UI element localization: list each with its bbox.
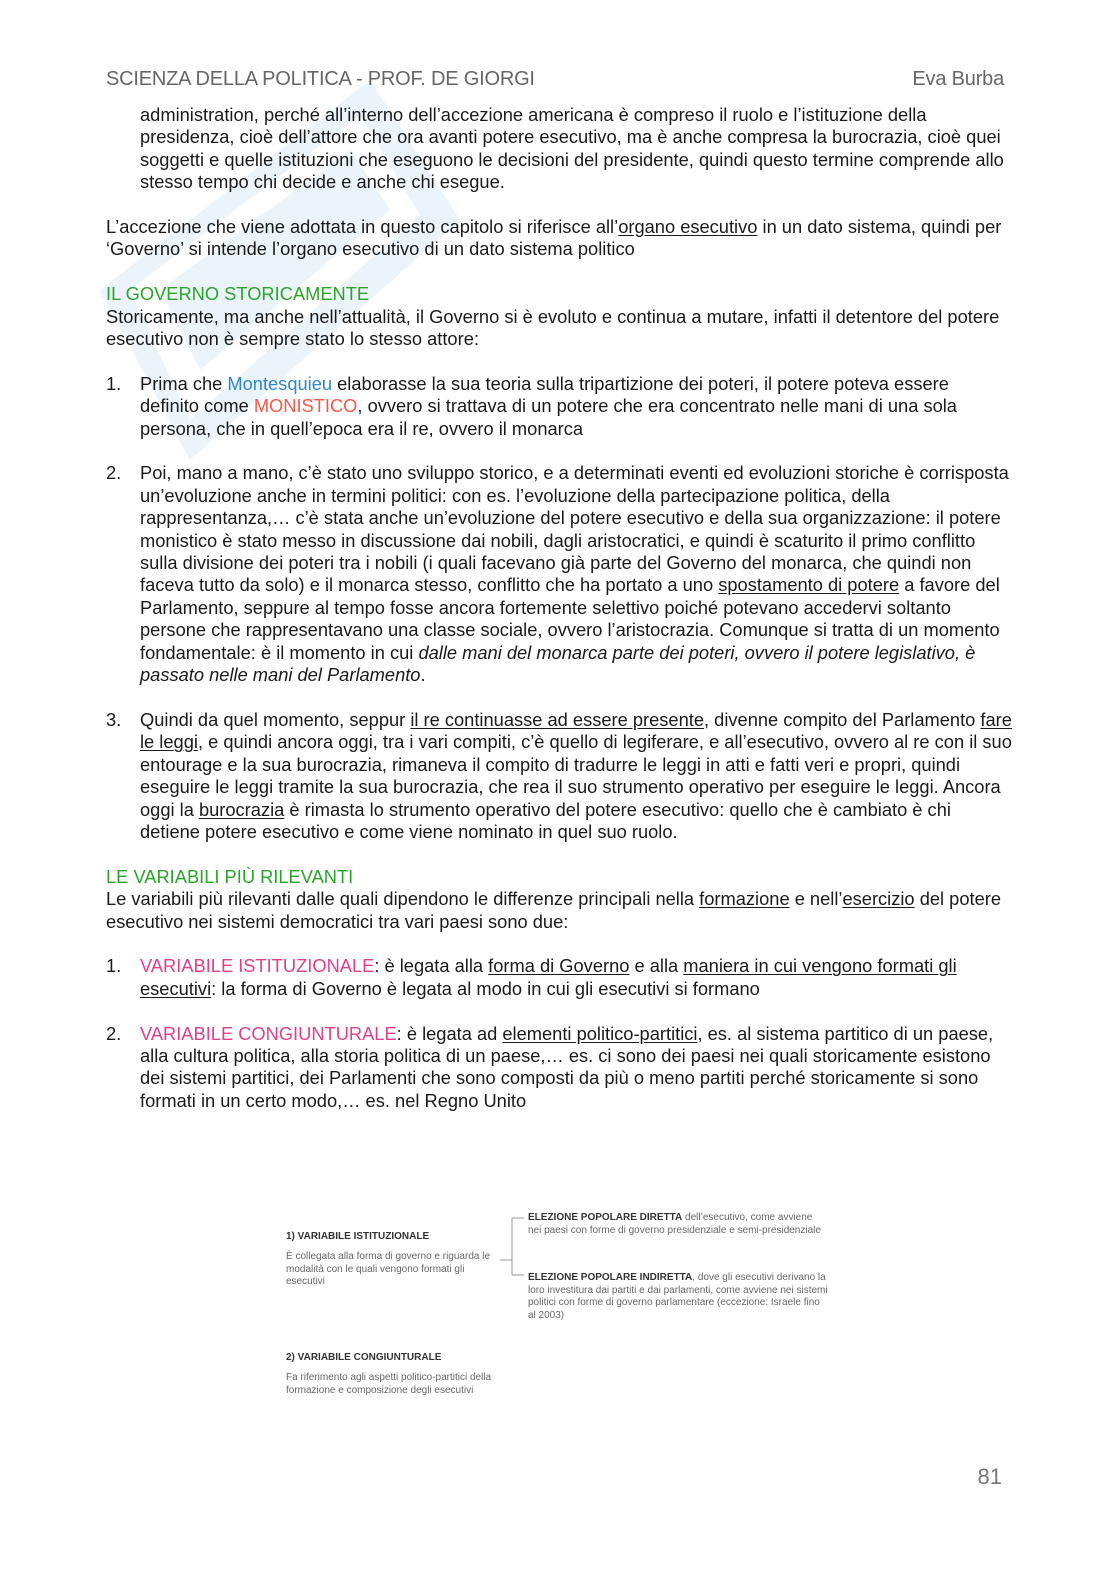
box1-text: È collegata alla forma di governo e riguarda le modalità con le quali vengono formati gli esecutivi [286,1251,491,1287]
history-list [106,373,1012,844]
section-intro: Storicamente, ma anche nell’attualità, il Governo si è evoluto e continua a mutare, infatti il detentore del potere esecutivo non è sempre stato lo stesso attore: [106,305,1000,350]
variabile-istituzionale-term: VARIABILE ISTITUZIONALE [140,955,375,977]
montesquieu-term: Montesquieu [227,372,333,394]
variabile-congiunturale-term: VARIABILE CONGIUNTURALE [140,1022,397,1044]
header-course-title: SCIENZA DELLA POLITICA - PROF. DE GIORGI [106,68,535,90]
document-body [106,104,1012,1112]
monistico-term: MONISTICO [253,395,358,417]
list-item: 1. Prima che Montesquieu elaborasse la sua teoria sulla tripartizione dei poteri, il potere poteva essere definito come MONISTICO, ovvero si trattava di un potere che era concentrato nelle mani di una sola persona, che in quell’epoca era il re, ovvero il monarca [106,372,957,439]
list-item: 3. Quindi da quel momento, seppur il re continuasse ad essere presente, divenne compito del Parlamento fare le leggi, e quindi ancora oggi, tra i vari compiti, c’è quello di legiferare, e all’esecutivo, ovvero al re con il suo entourage e la sua burocrazia, rimaneva il compito di tradurre le leggi in atti e fatti veri e propri, quindi eseguire le leggi tramite la sua burocrazia, che rea il suo strumento operativo per eseguire le leggi. Ancora oggi la burocrazia è rimasta lo strumento operativo del potere esecutivo: quello che è cambiato è chi detiene potere esecutivo e come viene nominato in quel suo ruolo. [106,708,1012,842]
list-item: 2. VARIABILE CONGIUNTURALE: è legata ad elementi politico-partitici, es. al sistema partitico di un paese, alla cultura politica, alla storia politica di un paese,… es. ci sono dei paesi nei quali storicamente esistono dei sistemi partitici, dei Parlamenti che sono composti da più o meno partiti perché storicamente si sono formati in un certo modo,… es. nel Regno Unito [106,1022,994,1111]
section-heading-variabili: LE VARIABILI PIÙ RILEVANTI [106,865,354,887]
header-author: Eva Burba [912,68,1004,90]
page-number: 81 [977,1464,1002,1489]
branch2: ELEZIONE POPOLARE INDIRETTA, dove gli esecutivi derivano la loro investitura dai partiti e dai parlamenti, come avviene nei sistemi politici con forme di governo parlamentare (eccezione: Israele fino al 2003) [528,1272,828,1321]
section-intro: Le variabili più rilevanti dalle quali dipendono le differenze principali nella formazione e nell’esercizio del potere esecutivo nei sistemi democratici tra vari paesi sono due: [106,888,1001,932]
section-heading-governo-storicamente: IL GOVERNO STORICAMENTE [106,283,370,305]
variables-list [106,955,1012,1112]
list-item: 2. Poi, mano a mano, c’è stato uno sviluppo storico, e a determinati eventi ed evoluzioni storiche è corrisposta un’evoluzione anche in termini politici: con es. l’evoluzione della partecipazione politica, della rappresentanza,… c’è stata anche un’evoluzione del potere esecutivo e della sua organizzazione: il potere monistico è stato messo in discussione dai nobili, dagli aristocratici, e quindi è scaturito il primo conflitto sulla divisione dei poteri tra i nobili (i quali facevano già parte del Governo del monarca, che quindi non faceva tutto da solo) e il monarca stesso, conflitto che ha portato a uno spostamento di potere a favore del Parlamento, seppure al tempo fosse ancora fortemente selettivo poiché potevano accedervi soltanto persone che rappresentavano una classe sociale, ovvero l’aristocrazia. Comunque si tratta di un momento fondamentale: è il momento in cui dalle mani del monarca parte dei poteri, ovvero il potere legislativo, è passato nelle mani del Parlamento. [106,462,1009,686]
box1-title: 1) VARIABILE ISTITUZIONALE [286,1231,430,1242]
list-item: 1. VARIABILE ISTITUZIONALE: è legata alla forma di Governo e alla maniera in cui vengono formati gli esecutivi: la forma di Governo è legata al modo in cui gli esecutivi si formano [106,955,957,999]
branch1: ELEZIONE POPOLARE DIRETTA dell’esecutivo, come avviene nei paesi con forme di governo presidenziale e semi-presidenziale [528,1212,821,1236]
box2-text: Fa riferimento agli aspetti politico-partitici della formazione e composizione degli esecutivi [286,1372,492,1396]
box2-title: 2) VARIABILE CONGIUNTURALE [286,1352,442,1363]
paragraph-accezione: L’accezione che viene adottata in questo capitolo si riferisce all’organo esecutivo in un dato sistema, quindi per ‘Governo’ si intende l’organo esecutivo di un dato sistema politico [106,216,1002,260]
paragraph-administration: administration, perché all’interno dell’accezione americana è compreso il ruolo e l’istituzione della presidenza, cioè dell’attore che ora avanti potere esecutivo, ma è anche compresa la burocrazia, cioè quei soggetti e quelle istituzioni che eseguono le decisioni del presidente, quindi questo termine comprende allo stesso tempo chi decide e anche chi esegue. [140,104,1004,193]
variables-diagram [280,1200,840,1425]
underlined-term: organo esecutivo [618,216,758,238]
